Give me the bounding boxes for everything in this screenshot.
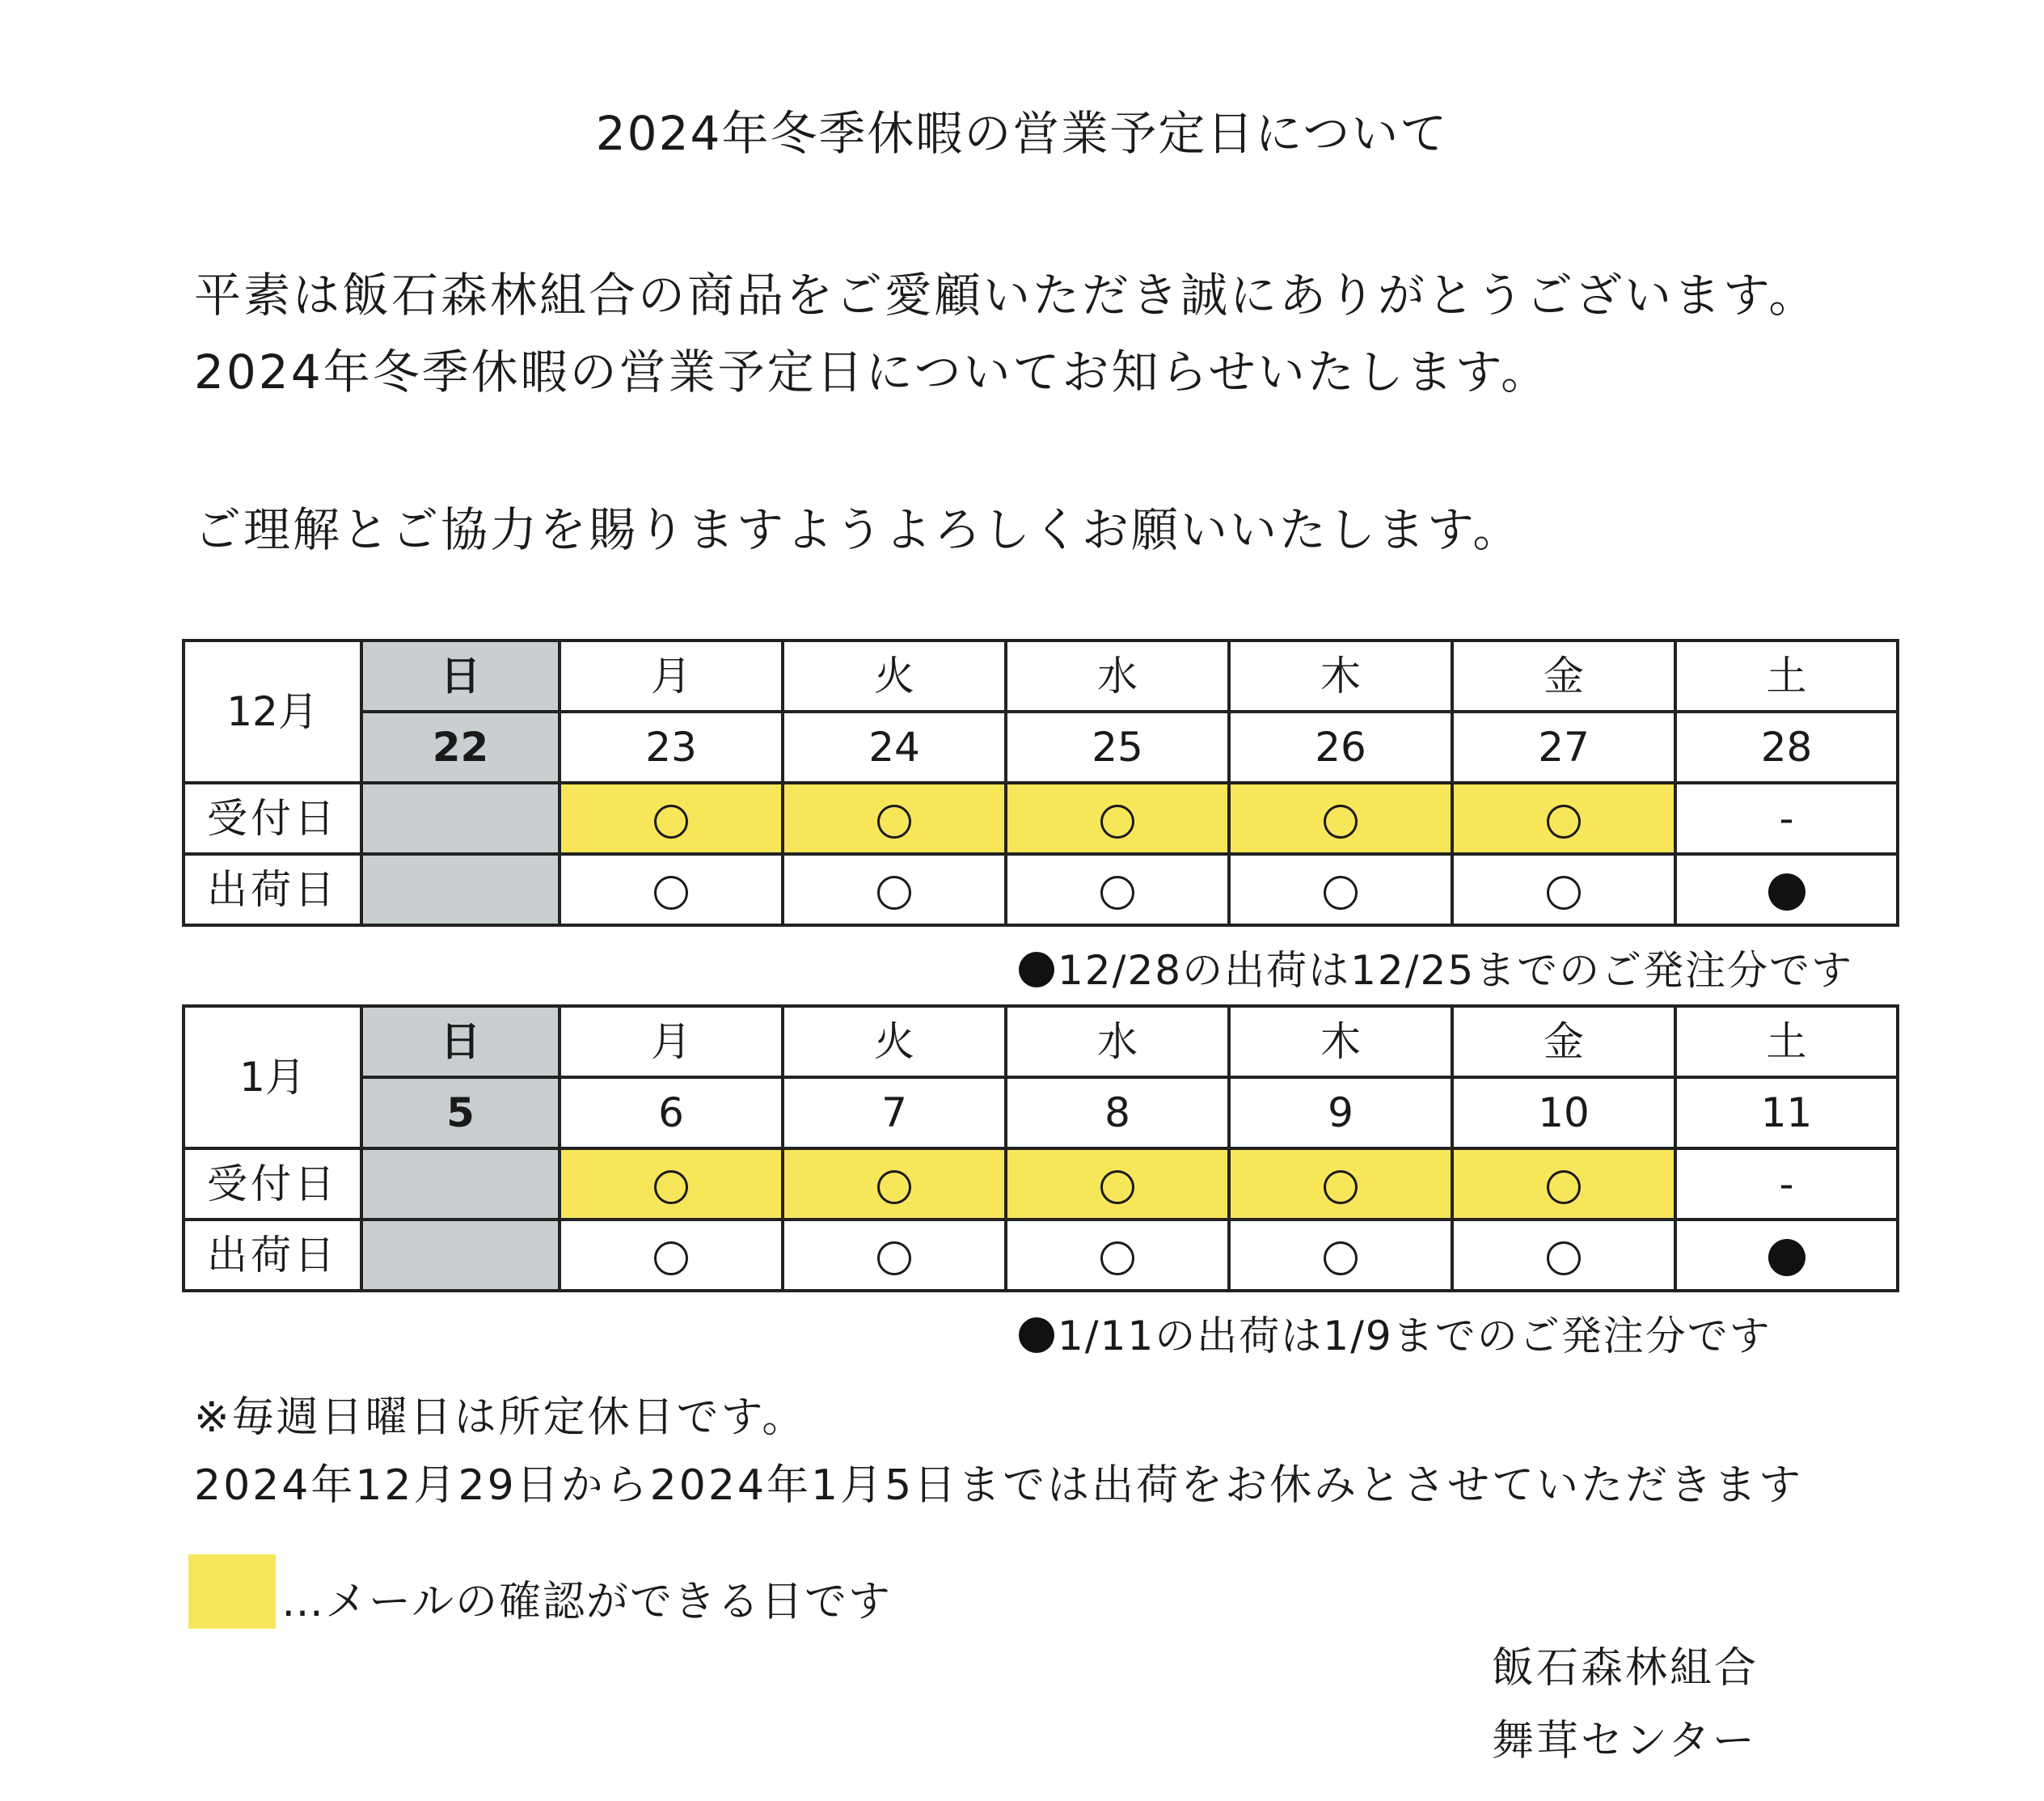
reception-cell-sunday [361, 1148, 560, 1220]
weekday-mon: 月 [560, 1006, 783, 1077]
january-calendar-table [182, 1004, 1899, 1292]
december-shipping-row [184, 854, 1898, 925]
shipping-open-mark [1006, 854, 1229, 925]
december-calendar-table [182, 639, 1899, 927]
january-date-row [184, 1077, 1898, 1148]
filled-circle-icon [1019, 952, 1054, 987]
weekday-sun: 日 [361, 640, 560, 712]
open-circle-icon [1324, 805, 1358, 839]
filled-circle-icon [1768, 873, 1805, 911]
weekday-tue: 火 [783, 1006, 1006, 1077]
reception-closed-dash: - [1675, 783, 1898, 854]
shipping-label: 出荷日 [184, 1220, 361, 1291]
date-cell: 28 [1675, 712, 1898, 783]
open-circle-icon [654, 876, 688, 910]
date-cell: 10 [1452, 1077, 1675, 1148]
weekday-sat: 土 [1675, 1006, 1898, 1077]
date-cell: 25 [1006, 712, 1229, 783]
intro-line-2: 2024年冬季休暇の営業予定日についてお知らせいたします。 [194, 345, 1551, 400]
reception-label: 受付日 [184, 783, 361, 854]
filled-circle-icon [1019, 1317, 1054, 1353]
january-shipping-row [184, 1220, 1898, 1291]
date-cell: 11 [1675, 1077, 1898, 1148]
date-cell: 26 [1229, 712, 1452, 783]
reception-cell-sunday [361, 783, 560, 854]
date-cell: 7 [783, 1077, 1006, 1148]
reception-open-mark [1229, 1148, 1452, 1220]
reception-label: 受付日 [184, 1148, 361, 1220]
open-circle-icon [877, 805, 911, 839]
january-weekday-row [184, 1006, 1898, 1077]
open-circle-icon [877, 876, 911, 910]
open-circle-icon [1324, 1241, 1358, 1275]
shipping-cell-sunday [361, 1220, 560, 1291]
date-cell-sunday: 22 [361, 712, 560, 783]
shipping-open-mark [1006, 1220, 1229, 1291]
date-cell-sunday: 5 [361, 1077, 560, 1148]
reception-open-mark [560, 1148, 783, 1220]
open-circle-icon [1547, 1241, 1581, 1275]
open-circle-icon [1100, 876, 1134, 910]
shipping-open-mark [1229, 1220, 1452, 1291]
december-month-label: 12月 [184, 640, 361, 783]
weekday-wed: 水 [1006, 640, 1229, 712]
shipping-open-mark [560, 1220, 783, 1291]
shipping-open-mark [560, 854, 783, 925]
open-circle-icon [1547, 1170, 1581, 1204]
january-note-text: 1/11の出荷は1/9までのご発注分です [1058, 1313, 1772, 1359]
date-cell: 9 [1229, 1077, 1452, 1148]
january-month-label: 1月 [184, 1006, 361, 1148]
open-circle-icon [877, 1241, 911, 1275]
reception-closed-dash: - [1675, 1148, 1898, 1220]
open-circle-icon [1324, 876, 1358, 910]
open-circle-icon [877, 1170, 911, 1204]
open-circle-icon [654, 1170, 688, 1204]
shipping-open-mark [783, 1220, 1006, 1291]
weekday-sun: 日 [361, 1006, 560, 1077]
date-cell: 23 [560, 712, 783, 783]
december-weekday-row [184, 640, 1898, 712]
december-note-text: 12/28の出荷は12/25までのご発注分です [1058, 947, 1854, 994]
open-circle-icon [654, 1241, 688, 1275]
weekday-thu: 木 [1229, 1006, 1452, 1077]
sunday-holiday-note: ※毎週日曜日は所定休日です。 [194, 1393, 807, 1442]
reception-open-mark [783, 1148, 1006, 1220]
date-cell: 8 [1006, 1077, 1229, 1148]
december-shipping-note [1019, 938, 1853, 996]
open-circle-icon [654, 805, 688, 839]
reception-open-mark [1229, 783, 1452, 854]
filled-circle-icon [1768, 1239, 1805, 1276]
intro-line-3: ご理解とご協力を賜りますようよろしくお願いいたします。 [194, 502, 1522, 557]
january-shipping-note [1019, 1304, 1772, 1362]
signature-center: 舞茸センター [1492, 1717, 1757, 1765]
weekday-thu: 木 [1229, 640, 1452, 712]
weekday-fri: 金 [1452, 1006, 1675, 1077]
weekday-mon: 月 [560, 640, 783, 712]
page-title: 2024年冬季休暇の営業予定日について [595, 106, 1449, 161]
shipping-open-mark [1452, 1220, 1675, 1291]
weekday-wed: 水 [1006, 1006, 1229, 1077]
reception-open-mark [783, 783, 1006, 854]
shipping-label: 出荷日 [184, 854, 361, 925]
shipping-special-mark [1675, 1220, 1898, 1291]
date-cell: 24 [783, 712, 1006, 783]
weekday-fri: 金 [1452, 640, 1675, 712]
date-cell: 6 [560, 1077, 783, 1148]
open-circle-icon [1547, 805, 1581, 839]
shipping-open-mark [1229, 854, 1452, 925]
shipping-open-mark [783, 854, 1006, 925]
open-circle-icon [1324, 1170, 1358, 1204]
january-reception-row [184, 1148, 1898, 1220]
legend-text: …メールの確認ができる日です [281, 1578, 892, 1626]
signature-org: 飯石森林組合 [1492, 1644, 1759, 1693]
weekday-tue: 火 [783, 640, 1006, 712]
intro-line-1: 平素は飯石森林組合の商品をご愛顧いただき誠にありがとうございます。 [194, 268, 1818, 323]
shipping-break-note: 2024年12月29日から2024年1月5日までは出荷をお休みとさせていただきます [194, 1461, 1804, 1510]
reception-open-mark [1006, 1148, 1229, 1220]
shipping-cell-sunday [361, 854, 560, 925]
reception-open-mark [1452, 1148, 1675, 1220]
reception-open-mark [1006, 783, 1229, 854]
weekday-sat: 土 [1675, 640, 1898, 712]
open-circle-icon [1100, 1170, 1134, 1204]
december-date-row [184, 712, 1898, 783]
reception-open-mark [560, 783, 783, 854]
shipping-open-mark [1452, 854, 1675, 925]
date-cell: 27 [1452, 712, 1675, 783]
open-circle-icon [1100, 805, 1134, 839]
reception-open-mark [1452, 783, 1675, 854]
shipping-special-mark [1675, 854, 1898, 925]
december-reception-row [184, 783, 1898, 854]
legend-yellow-swatch [188, 1554, 276, 1629]
open-circle-icon [1547, 876, 1581, 910]
open-circle-icon [1100, 1241, 1134, 1275]
